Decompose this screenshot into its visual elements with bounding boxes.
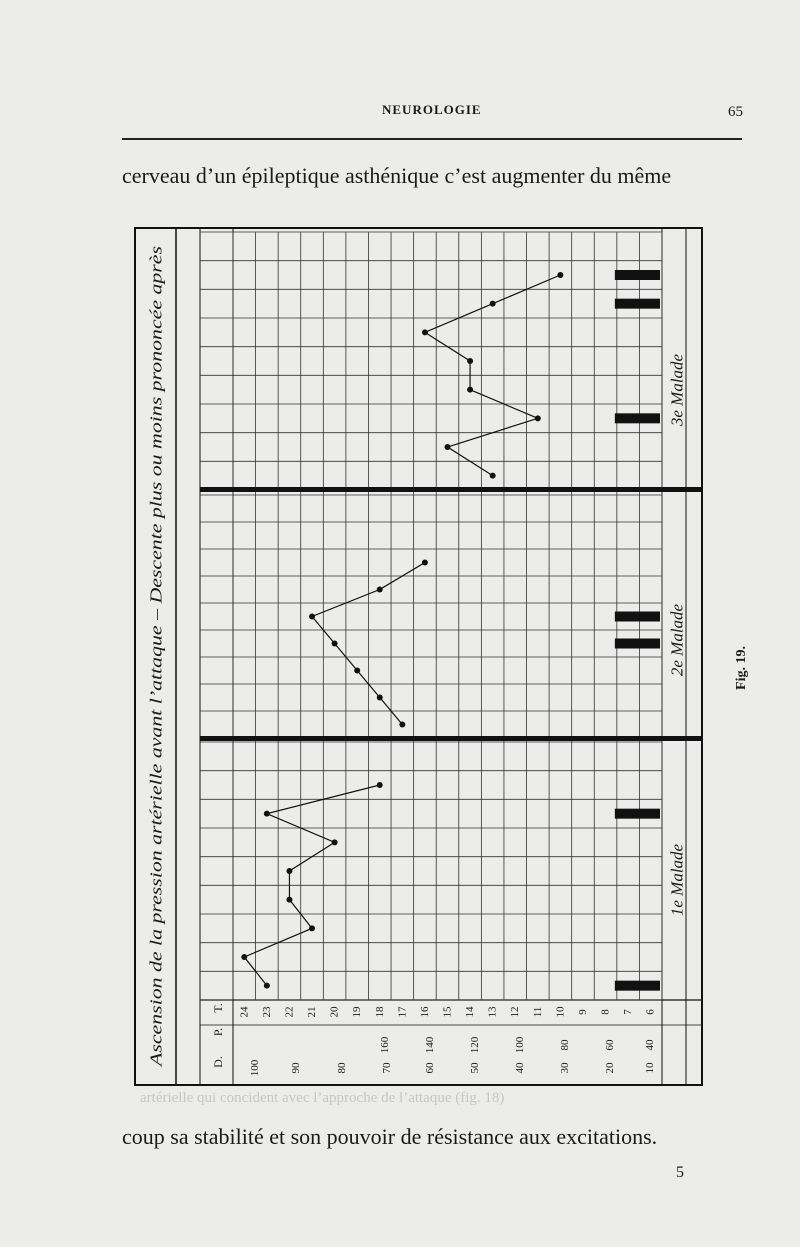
tick-label-t: 14 <box>464 1006 477 1018</box>
page-number: 65 <box>728 104 743 120</box>
body-text-bottom: coup sa stabilité et son pouvoir de résistance aux excitations. <box>122 1124 658 1149</box>
body-text-top: cerveau d’un épileptique asthénique c’est augmenter du même <box>122 163 672 188</box>
tick-label-d: 70 <box>381 1062 393 1074</box>
header-d: D. <box>211 1056 225 1068</box>
data-point <box>286 897 292 903</box>
tick-label-t: 8 <box>599 1009 612 1015</box>
marked-row-bar <box>615 981 660 991</box>
tick-label-t: 23 <box>260 1006 273 1018</box>
handwritten-title: Ascension de la pression artérielle avant l’attaque – Descente plus ou moins prononcée après <box>146 427 166 1066</box>
tick-label-d: 100 <box>249 1059 261 1077</box>
signature-mark: 5 <box>676 1164 684 1181</box>
data-point <box>377 587 383 593</box>
tick-label-t: 20 <box>328 1006 341 1018</box>
marked-row-bar <box>615 270 660 280</box>
data-point <box>377 782 383 788</box>
data-point <box>286 868 292 874</box>
tick-label-d: 20 <box>604 1062 616 1074</box>
marked-row-bar <box>615 299 660 309</box>
panel-separator <box>200 487 702 492</box>
data-point <box>422 329 428 335</box>
tick-label-t: 13 <box>486 1006 499 1018</box>
header-p: P. <box>211 1027 225 1037</box>
data-point <box>445 444 451 450</box>
tick-label-d: 10 <box>644 1062 656 1074</box>
marked-row-bar <box>615 809 660 819</box>
marked-row-bar <box>615 639 660 649</box>
tick-label-t: 24 <box>238 1006 251 1018</box>
data-point <box>467 387 473 393</box>
tick-label-t: 16 <box>418 1006 431 1018</box>
data-point <box>309 925 315 931</box>
tick-label-p: 80 <box>559 1039 571 1051</box>
data-point <box>264 983 270 989</box>
tick-label-t: 21 <box>306 1006 319 1018</box>
panel-label-3: 3e Malade <box>667 353 687 427</box>
tick-label-t: 12 <box>509 1006 522 1018</box>
tick-label-p: 120 <box>469 1036 481 1054</box>
tick-label-t: 10 <box>554 1006 567 1018</box>
data-point <box>557 272 563 278</box>
data-point <box>490 473 496 479</box>
tick-label-p: 60 <box>604 1039 616 1051</box>
tick-label-t: 15 <box>441 1006 454 1018</box>
tick-label-d: 50 <box>469 1062 481 1074</box>
marked-row-bar <box>615 413 660 423</box>
tick-label-p: 160 <box>379 1036 391 1054</box>
data-point <box>332 839 338 845</box>
tick-label-t: 17 <box>396 1006 409 1018</box>
tick-label-d: 40 <box>514 1062 526 1074</box>
tick-label-t: 11 <box>531 1006 544 1018</box>
data-point <box>399 722 405 728</box>
header-t: T. <box>211 1003 225 1013</box>
figure-caption: Fig. 19. <box>733 646 749 690</box>
tick-label-t: 18 <box>373 1006 386 1018</box>
data-point <box>309 614 315 620</box>
data-point <box>535 415 541 421</box>
data-point <box>354 668 360 674</box>
tick-label-p: 100 <box>514 1036 526 1054</box>
tick-label-t: 7 <box>622 1009 635 1015</box>
tick-label-p: 40 <box>644 1039 656 1051</box>
tick-label-p: 140 <box>424 1036 436 1054</box>
tick-label-t: 9 <box>576 1009 589 1015</box>
tick-label-d: 80 <box>336 1062 348 1074</box>
data-point <box>467 358 473 364</box>
tick-label-d: 30 <box>559 1062 571 1074</box>
tick-label-d: 60 <box>424 1062 436 1074</box>
panel-label-2: 2e Malade <box>667 603 687 677</box>
panel-label-1: 1e Malade <box>667 843 687 917</box>
tick-label-t: 6 <box>644 1009 657 1015</box>
panel-separator <box>200 736 702 741</box>
tick-label-d: 90 <box>290 1062 302 1074</box>
tick-label-t: 19 <box>351 1006 364 1018</box>
data-point <box>422 560 428 566</box>
data-point <box>264 811 270 817</box>
bleed-through-text: artérielle qui concident avec l’approche de l’attaque (fig. 18) <box>140 1090 505 1106</box>
running-title: NEUROLOGIE <box>382 102 482 117</box>
tick-label-t: 22 <box>283 1006 296 1018</box>
marked-row-bar <box>615 612 660 622</box>
data-point <box>241 954 247 960</box>
data-point <box>332 641 338 647</box>
data-point <box>490 301 496 307</box>
data-point <box>377 695 383 701</box>
